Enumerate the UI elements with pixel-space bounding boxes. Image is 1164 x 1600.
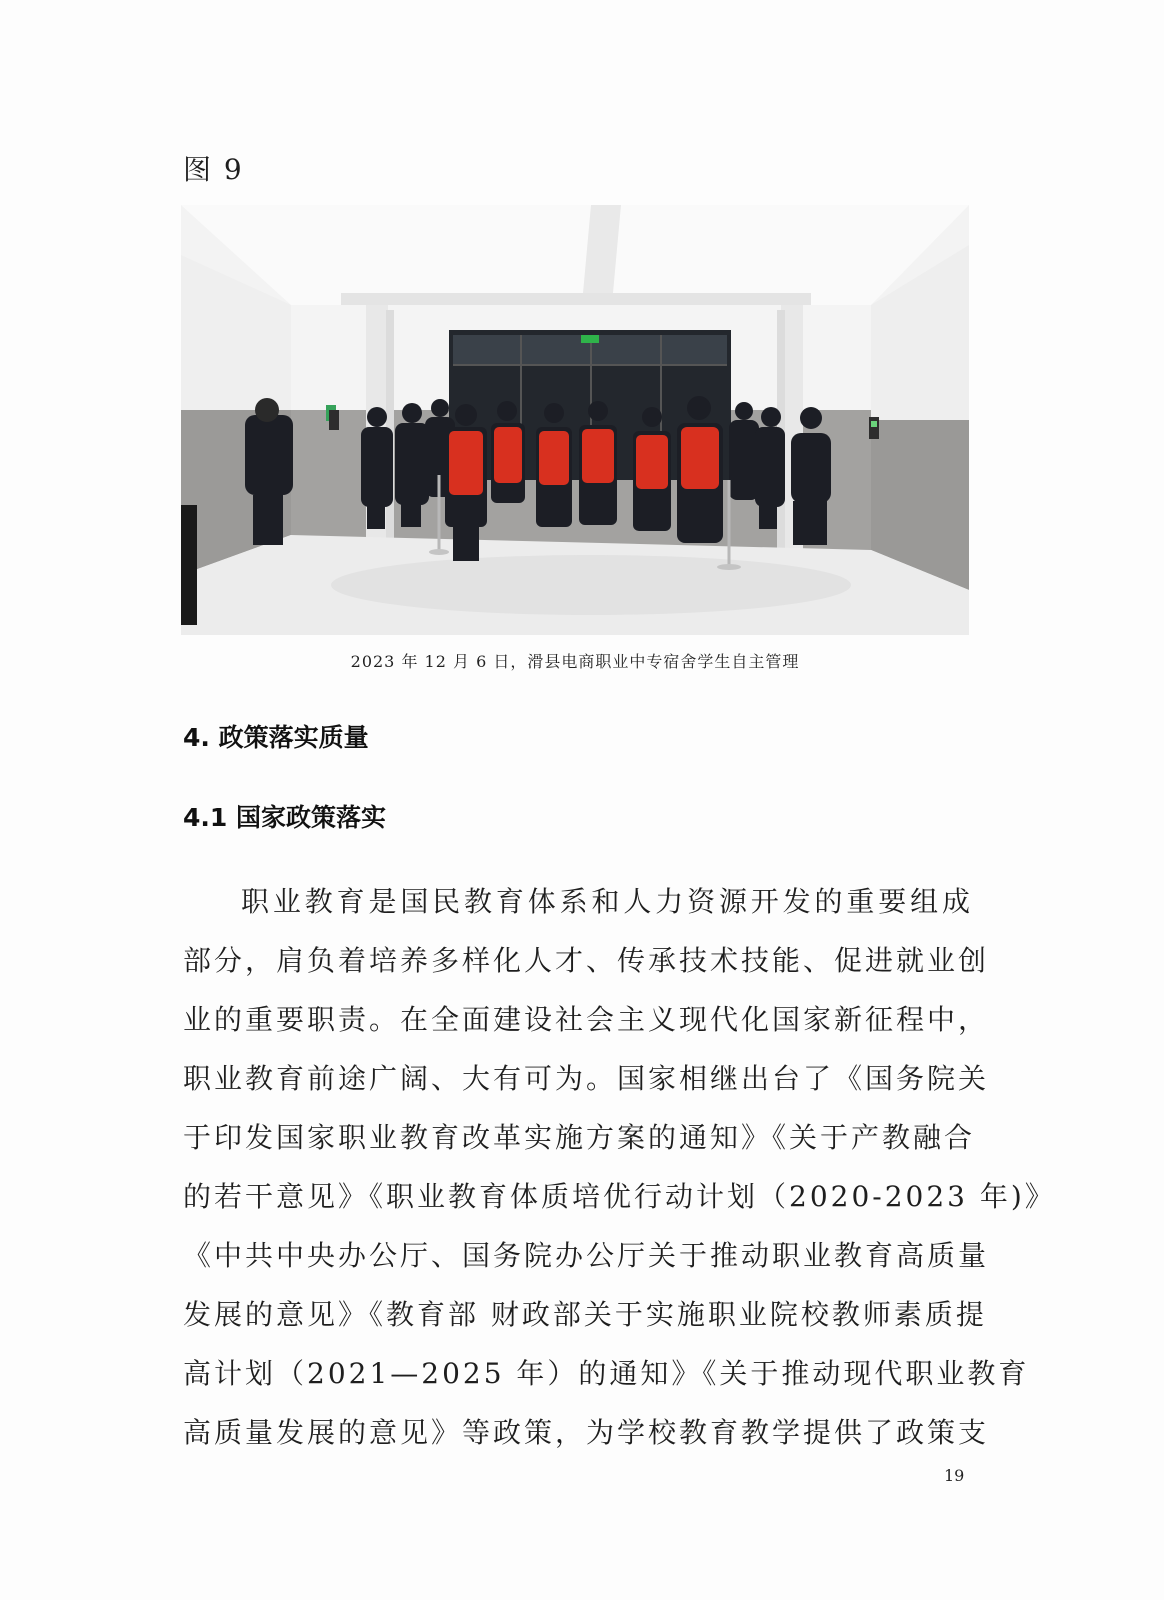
body-line: 业的重要职责。在全面建设社会主义现代化国家新征程中， <box>183 1003 990 1036</box>
body-line: 发展的意见》《教育部 财政部关于实施职业院校教师素质提 <box>183 1298 987 1331</box>
body-line: 职业教育前途广阔、大有可为。国家相继出台了《国务院关 <box>183 1062 990 1095</box>
section-heading: 4. 政策落实质量 <box>183 723 369 752</box>
body-line: 职业教育是国民教育体系和人力资源开发的重要组成 <box>241 885 973 918</box>
dormitory-photo <box>181 205 969 635</box>
figure-caption: 2023 年 12 月 6 日，滑县电商职业中专宿舍学生自主管理 <box>350 652 800 671</box>
figure-photo <box>181 205 969 635</box>
body-paragraph <box>183 872 1056 1462</box>
body-line: 《中共中央办公厅、国务院办公厅关于推动职业教育高质量 <box>183 1239 990 1272</box>
page-number: 19 <box>944 1466 965 1485</box>
body-line: 于印发国家职业教育改革实施方案的通知》《关于产教融合 <box>183 1121 976 1154</box>
subsection-heading: 4.1 国家政策落实 <box>183 803 386 832</box>
figure-label: 图 9 <box>183 153 244 186</box>
body-line: 高计划（2021—2025 年）的通知》《关于推动现代职业教育 <box>183 1357 1030 1390</box>
body-line: 部分，肩负着培养多样化人才、传承技术技能、促进就业创 <box>183 944 990 977</box>
body-line: 高质量发展的意见》等政策，为学校教育教学提供了政策支 <box>183 1416 990 1449</box>
body-line: 的若干意见》《职业教育体质培优行动计划（2020-2023 年)》 <box>183 1180 1056 1213</box>
